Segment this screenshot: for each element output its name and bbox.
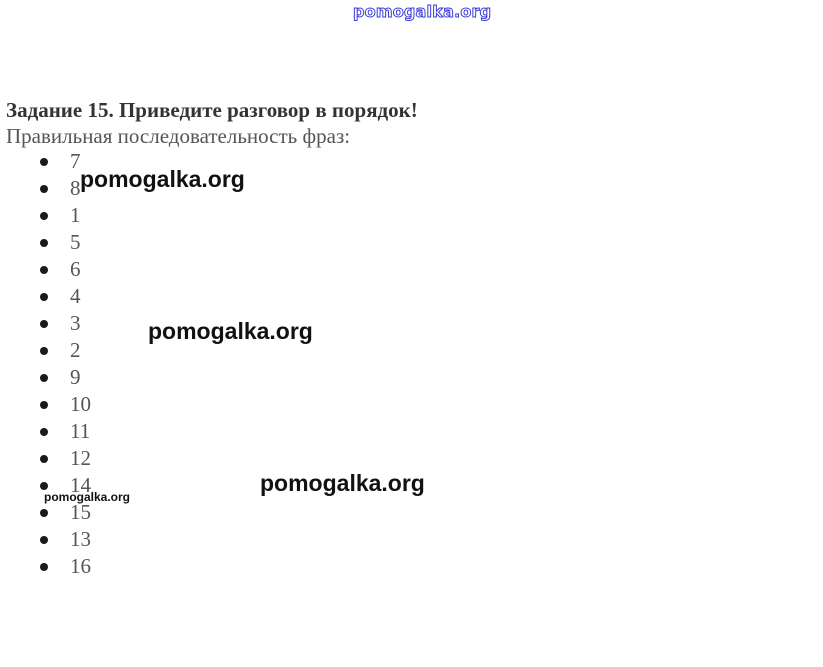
sequence-number: 11 — [70, 419, 91, 443]
bullet-icon — [40, 455, 48, 463]
sequence-number: 3 — [70, 311, 81, 335]
list-item — [36, 391, 91, 418]
bullet-icon — [40, 374, 48, 382]
bullet-icon — [40, 428, 48, 436]
sequence-number: 9 — [70, 365, 81, 389]
list-item — [36, 202, 91, 229]
task-title: Задание 15. Приведите разговор в порядок! — [6, 98, 418, 122]
bullet-icon — [40, 185, 48, 193]
watermark: pomogalka.org — [80, 166, 245, 192]
bullet-icon — [40, 563, 48, 571]
bullet-icon — [40, 509, 48, 517]
sequence-number: 5 — [70, 230, 81, 254]
bullet-icon — [40, 536, 48, 544]
list-item — [36, 229, 91, 256]
sequence-number: 15 — [70, 500, 91, 524]
bullet-icon — [40, 320, 48, 328]
bullet-icon — [40, 239, 48, 247]
watermark: pomogalka.org — [148, 318, 313, 344]
list-item — [36, 337, 91, 364]
sequence-number: 14 — [70, 473, 91, 497]
list-item — [36, 553, 91, 580]
sequence-list — [36, 148, 91, 580]
list-item — [36, 283, 91, 310]
list-item — [36, 364, 91, 391]
bullet-icon — [40, 158, 48, 166]
list-item — [36, 418, 91, 445]
bullet-icon — [40, 401, 48, 409]
sequence-number: 8 — [70, 176, 81, 200]
list-item — [36, 310, 91, 337]
sequence-number: 12 — [70, 446, 91, 470]
list-item — [36, 526, 91, 553]
watermark-top: pomogalka.org — [353, 2, 492, 21]
sequence-number: 10 — [70, 392, 91, 416]
bullet-icon — [40, 293, 48, 301]
bullet-icon — [40, 482, 48, 490]
sequence-number: 4 — [70, 284, 81, 308]
list-item — [36, 445, 91, 472]
watermark: pomogalka.org — [260, 470, 425, 496]
bullet-icon — [40, 347, 48, 355]
sequence-number: 16 — [70, 554, 91, 578]
list-item — [36, 256, 91, 283]
watermark-small: pomogalka.org — [44, 490, 131, 504]
bullet-icon — [40, 212, 48, 220]
sequence-number: 1 — [70, 203, 81, 227]
sequence-number: 7 — [70, 149, 81, 173]
task-subtitle: Правильная последовательность фраз: — [6, 124, 351, 148]
sequence-number: 6 — [70, 257, 81, 281]
sequence-number: 13 — [70, 527, 91, 551]
sequence-number: 2 — [70, 338, 81, 362]
bullet-icon — [40, 266, 48, 274]
